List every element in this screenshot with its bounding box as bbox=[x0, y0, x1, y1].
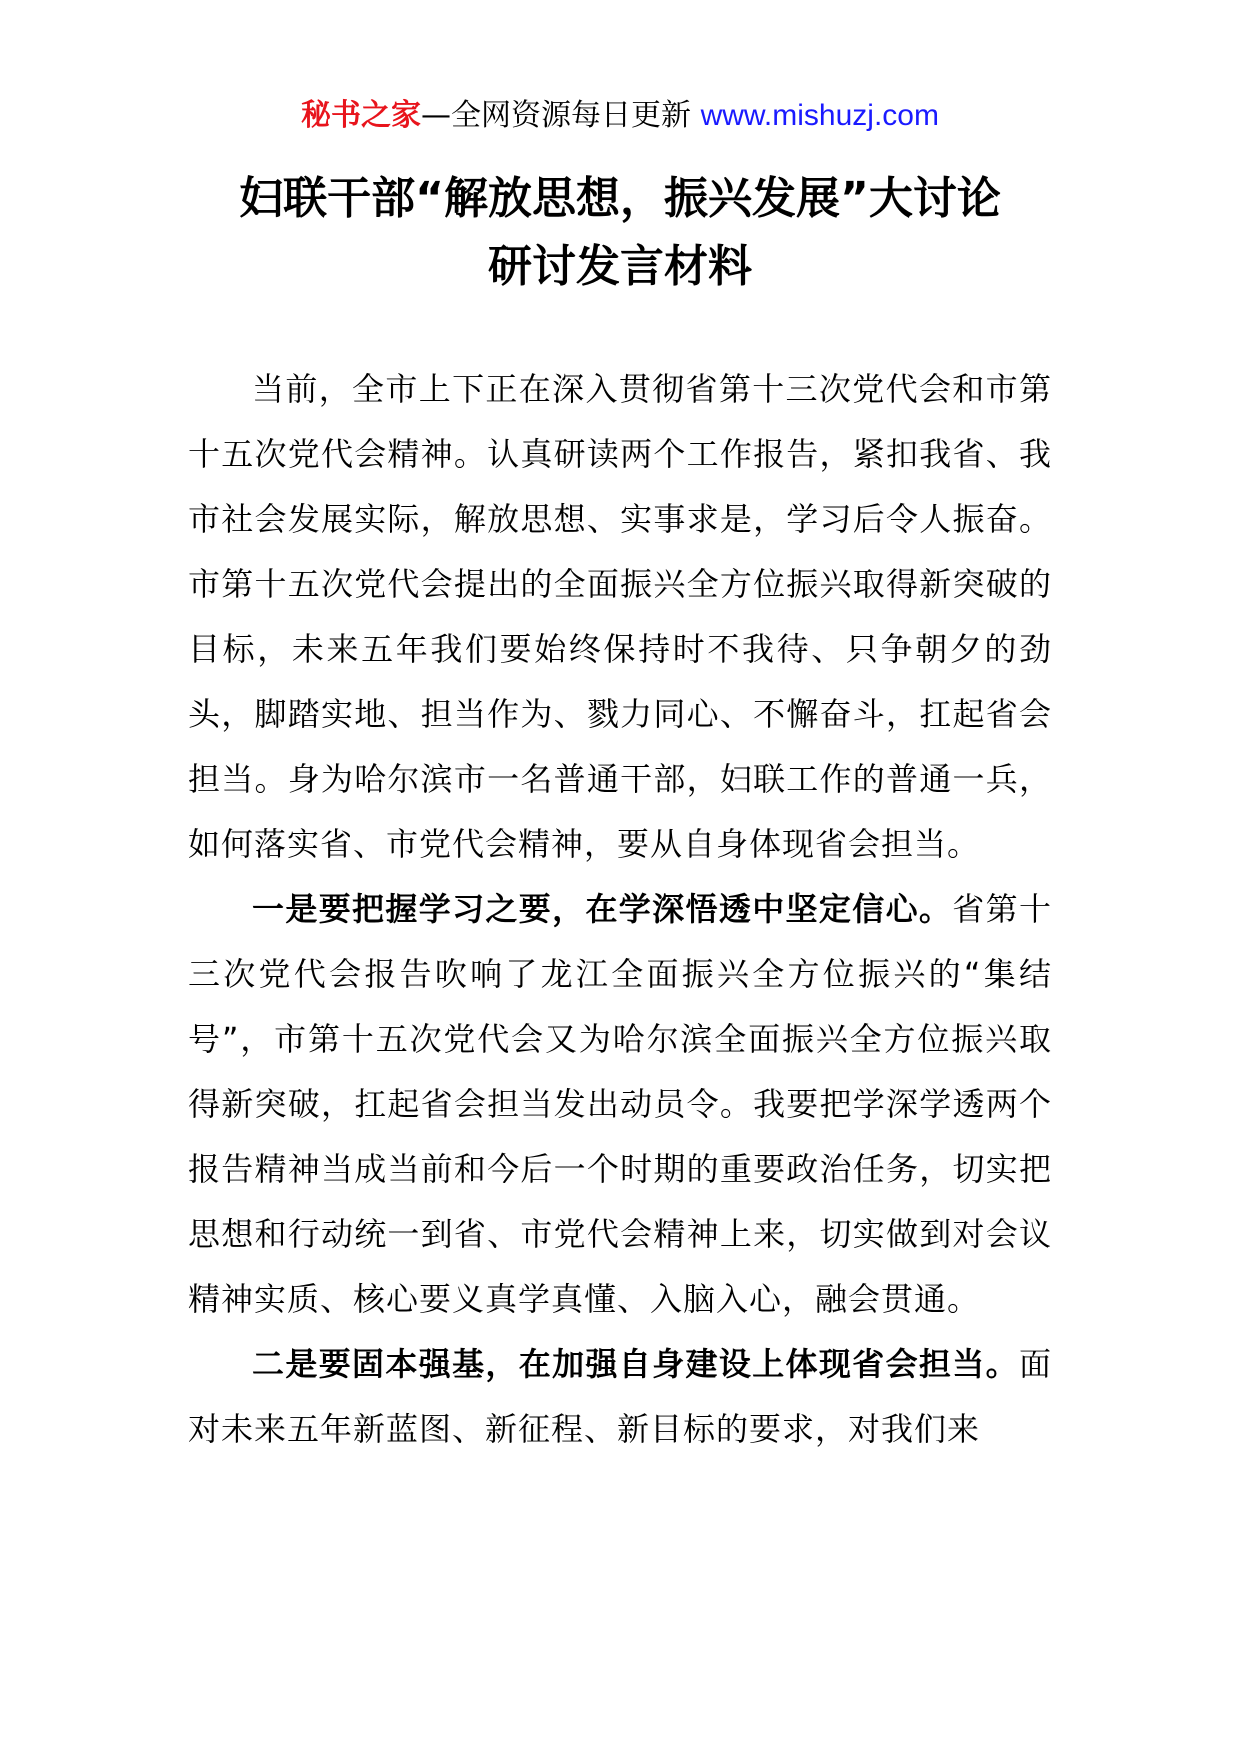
document-body bbox=[188, 357, 1052, 1462]
site-header bbox=[0, 96, 1240, 136]
document-title bbox=[0, 165, 1240, 301]
paragraph-text: 省第十三次党代会报告吹响了龙江全面振兴全方位振兴的“集结号”，市第十五次党代会又为哈尔滨全面振兴全方位振兴取得新突破，扛起省会担当发出动员令。我要把学深学透两个报告精神当成当前和今后一个时期的重要政治任务，切实把思想和行动统一到省、市党代会精神上来，切实做到对会议精神实质、核心要义真学真懂、入脑入心，融会贯通。 bbox=[188, 890, 1052, 1318]
paragraph-point-2 bbox=[188, 1332, 1052, 1462]
paragraph-lead: 一是要把握学习之要，在学深悟透中坚定信心。 bbox=[252, 890, 953, 928]
site-brand: 秘书之家 bbox=[301, 98, 422, 133]
paragraph-text: 面对未来五年新蓝图、新征程、新目标的要求，对我们来 bbox=[188, 1345, 1052, 1448]
paragraph-text: 当前，全市上下正在深入贯彻省第十三次党代会和市第十五次党代会精神。认真研读两个工作报告，紧扣我省、我市社会发展实际，解放思想、实事求是，学习后令人振奋。市第十五次党代会提出的全面振兴全方位振兴取得新突破的目标，未来五年我们要始终保持时不我待、只争朝夕的劲头，脚踏实地、担当作为、戮力同心、不懈奋斗，扛起省会担当。身为哈尔滨市一名普通干部，妇联工作的普通一兵，如何落实省、市党代会精神，要从自身体现省会担当。 bbox=[188, 370, 1052, 863]
paragraph-lead: 二是要固本强基，在加强自身建设上体现省会担当。 bbox=[252, 1345, 1019, 1383]
paragraph-intro bbox=[188, 357, 1052, 877]
title-line-2: 研讨发言材料 bbox=[488, 241, 752, 292]
site-url-link[interactable]: www.mishuzj.com bbox=[700, 99, 939, 132]
site-tagline: —全网资源每日更新 bbox=[421, 98, 692, 133]
paragraph-point-1 bbox=[188, 877, 1052, 1332]
title-line-1: 妇联干部“解放思想，振兴发展”大讨论 bbox=[239, 173, 1001, 224]
